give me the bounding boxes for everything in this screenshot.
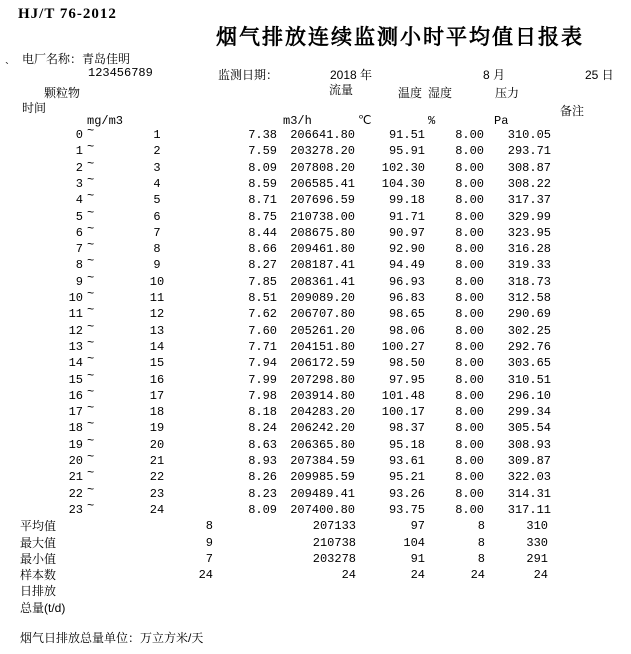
hour-start: 21 xyxy=(68,470,83,485)
hour-start: 18 xyxy=(68,421,83,436)
hour-start: 14 xyxy=(68,356,83,371)
table-row xyxy=(0,401,631,421)
hour-end: 20 xyxy=(149,437,165,452)
temperature-value: 104.30 xyxy=(381,176,425,191)
humidity-value: 8 xyxy=(477,535,485,550)
temperature-value: 96.93 xyxy=(388,274,425,289)
humidity-value: 8.00 xyxy=(455,421,484,436)
temperature-value: 98.37 xyxy=(388,421,425,436)
hour-end: 16 xyxy=(149,372,165,387)
hour-end: 13 xyxy=(149,323,165,338)
flow-value: 208187.41 xyxy=(290,258,355,273)
dust-value: 9 xyxy=(205,535,213,550)
humidity-value: 8.00 xyxy=(455,209,484,224)
table-row xyxy=(0,384,631,405)
stray-mark: ` xyxy=(5,60,9,74)
column-header-remark: 备注 xyxy=(560,104,585,118)
tilde-mark: ~ xyxy=(87,417,95,432)
flow-value: 204283.20 xyxy=(290,405,355,420)
dust-value: 7.99 xyxy=(248,372,277,387)
temperature-value: 91.71 xyxy=(388,209,425,224)
flow-value: 208361.41 xyxy=(290,274,355,289)
hour-end: 24 xyxy=(149,502,165,517)
dust-value: 7 xyxy=(205,551,213,566)
humidity-value: 8 xyxy=(477,519,485,534)
tilde-mark: ~ xyxy=(87,140,95,155)
unit-humidity: % xyxy=(428,114,436,128)
humidity-value: 24 xyxy=(470,568,485,583)
tilde-mark: ~ xyxy=(87,368,95,383)
tilde-mark: ~ xyxy=(87,384,95,399)
hour-end: 6 xyxy=(153,209,161,224)
flow-value: 209461.80 xyxy=(290,242,355,257)
flow-value: 209489.41 xyxy=(290,486,355,501)
temperature-value: 93.26 xyxy=(388,486,425,501)
pressure-value: 310.05 xyxy=(507,128,551,142)
temperature-value: 93.61 xyxy=(388,454,425,468)
tilde-mark: ~ xyxy=(87,466,95,481)
dust-value: 8.75 xyxy=(248,209,277,224)
humidity-value: 8.00 xyxy=(455,372,484,387)
pressure-value: 308.87 xyxy=(507,160,551,175)
pressure-value: 296.10 xyxy=(507,388,551,403)
summary-row xyxy=(0,584,631,600)
tilde-mark: ~ xyxy=(87,205,95,220)
humidity-value: 8.00 xyxy=(455,486,484,501)
tilde-mark: ~ xyxy=(87,352,95,367)
table-row xyxy=(0,335,631,356)
flow-value: 209985.59 xyxy=(290,470,355,485)
dust-value: 8.26 xyxy=(248,470,277,485)
hour-end: 17 xyxy=(149,388,165,403)
table-row xyxy=(0,303,631,323)
dust-value: 8.63 xyxy=(248,437,277,452)
summary-label: 日排放 xyxy=(20,584,57,599)
pressure-value: 302.25 xyxy=(507,323,551,338)
tilde-mark: ~ xyxy=(87,303,95,318)
flow-value: 206641.80 xyxy=(290,128,355,142)
humidity-value: 8.00 xyxy=(455,176,484,191)
hour-start: 4 xyxy=(75,193,83,208)
temperature-value: 94.49 xyxy=(388,258,425,273)
table-row xyxy=(0,172,631,193)
flow-value: 206707.80 xyxy=(290,307,355,322)
hour-end: 11 xyxy=(149,291,165,305)
hour-end: 7 xyxy=(153,225,161,240)
pressure-value: 319.33 xyxy=(507,258,551,273)
unit-flow: m3/h xyxy=(283,114,312,128)
table-row xyxy=(0,352,631,372)
humidity-value: 8.00 xyxy=(455,160,484,175)
summary-row xyxy=(0,519,631,535)
pressure-value: 310 xyxy=(526,519,548,534)
table-row xyxy=(0,238,631,258)
hour-start: 16 xyxy=(68,388,83,403)
footer-note: 烟气日排放总量单位：万立方米/天 xyxy=(20,631,204,645)
hour-start: 17 xyxy=(68,405,83,420)
hour-end: 8 xyxy=(153,242,161,257)
pressure-value: 293.71 xyxy=(507,144,551,159)
table-row xyxy=(0,254,631,274)
hour-end: 2 xyxy=(153,144,161,159)
temperature-value: 95.91 xyxy=(388,144,425,159)
tilde-mark: ~ xyxy=(87,172,95,187)
humidity-value: 8.00 xyxy=(455,405,484,420)
temperature-value: 104 xyxy=(403,535,425,550)
humidity-value: 8.00 xyxy=(455,144,484,159)
table-row xyxy=(0,319,631,340)
tilde-mark: ~ xyxy=(87,221,95,236)
table-row xyxy=(0,482,631,503)
tilde-mark: ~ xyxy=(87,401,95,416)
column-header-humidity: 湿度 xyxy=(428,86,453,100)
tilde-mark: ~ xyxy=(87,498,95,513)
hour-end: 1 xyxy=(153,128,161,142)
hour-start: 10 xyxy=(68,291,83,305)
flow-value: 207298.80 xyxy=(290,372,355,387)
column-header-temperature: 温度 xyxy=(398,86,423,100)
humidity-value: 8.00 xyxy=(455,323,484,338)
table-row xyxy=(0,368,631,389)
dust-value: 8.71 xyxy=(248,193,277,208)
temperature-value: 93.75 xyxy=(388,502,425,517)
column-header-flow: 流量 xyxy=(329,83,354,97)
dust-value: 8.66 xyxy=(248,242,277,257)
plant-name: 电厂名称：青岛佳明 xyxy=(22,52,131,66)
humidity-value: 8.00 xyxy=(455,291,484,305)
temperature-value: 95.18 xyxy=(388,437,425,452)
pressure-value: 310.51 xyxy=(507,372,551,387)
flow-value: 207696.59 xyxy=(290,193,355,208)
dust-value: 8.24 xyxy=(248,421,277,436)
temperature-value: 96.83 xyxy=(388,291,425,305)
date-label: 监测日期： xyxy=(218,68,279,82)
flow-value: 203278 xyxy=(312,551,356,566)
hour-start: 6 xyxy=(75,225,83,240)
pressure-value: 330 xyxy=(526,535,548,550)
temperature-value: 99.18 xyxy=(388,193,425,208)
flow-value: 207808.20 xyxy=(290,160,355,175)
humidity-value: 8.00 xyxy=(455,225,484,240)
flow-value: 203914.80 xyxy=(290,388,355,403)
hour-start: 13 xyxy=(68,339,83,354)
tilde-mark: ~ xyxy=(87,156,95,171)
pressure-value: 317.37 xyxy=(507,193,551,208)
flow-value: 210738.00 xyxy=(290,209,355,224)
humidity-value: 8 xyxy=(477,551,485,566)
summary-row xyxy=(0,552,631,568)
pressure-value: 24 xyxy=(533,568,548,583)
pressure-value: 318.73 xyxy=(507,274,551,289)
date-month: 8 月 xyxy=(483,68,506,82)
pressure-value: 314.31 xyxy=(507,486,551,501)
unit-dust: mg/m3 xyxy=(87,114,124,128)
humidity-value: 8.00 xyxy=(455,274,484,289)
tilde-mark: ~ xyxy=(87,238,95,253)
date-day: 25 日 xyxy=(585,68,614,82)
flow-value: 205261.20 xyxy=(290,323,355,338)
dust-value: 24 xyxy=(198,568,213,583)
hour-end: 18 xyxy=(149,405,165,420)
temperature-value: 100.17 xyxy=(381,405,425,420)
summary-label: 最小值 xyxy=(20,551,57,566)
dust-value: 8.09 xyxy=(248,160,277,175)
hour-start: 11 xyxy=(68,307,83,322)
column-header-pressure: 压力 xyxy=(495,86,520,100)
tilde-mark: ~ xyxy=(87,270,95,285)
temperature-value: 90.97 xyxy=(388,225,425,240)
humidity-value: 8.00 xyxy=(455,193,484,208)
tilde-mark: ~ xyxy=(87,319,95,334)
dust-value: 8.09 xyxy=(248,502,277,517)
hour-end: 21 xyxy=(149,454,165,468)
hour-end: 22 xyxy=(149,470,165,485)
hour-start: 7 xyxy=(75,242,83,257)
dust-value: 7.38 xyxy=(248,128,277,142)
dust-value: 8.18 xyxy=(248,405,277,420)
tilde-mark: ~ xyxy=(87,450,95,464)
report-title: 烟气排放连续监测小时平均值日报表 xyxy=(216,26,584,49)
dust-value: 7.60 xyxy=(248,323,277,338)
table-row xyxy=(0,189,631,209)
hour-start: 22 xyxy=(68,486,83,501)
pressure-value: 329.99 xyxy=(507,209,551,224)
hour-end: 23 xyxy=(149,486,165,501)
humidity-value: 8.00 xyxy=(455,454,484,468)
temperature-value: 97.95 xyxy=(388,372,425,387)
tilde-mark: ~ xyxy=(87,433,95,448)
tilde-mark: ~ xyxy=(87,335,95,350)
pressure-value: 290.69 xyxy=(507,307,551,322)
flow-value: 203278.20 xyxy=(290,144,355,159)
dust-value: 7.85 xyxy=(248,274,277,289)
table-row xyxy=(0,124,631,144)
hour-start: 20 xyxy=(68,454,83,468)
flow-value: 208675.80 xyxy=(290,225,355,240)
date-year: 2018 年 xyxy=(330,68,373,82)
table-row xyxy=(0,498,631,519)
flow-value: 206585.41 xyxy=(290,176,355,191)
pressure-value: 292.76 xyxy=(507,339,551,354)
hour-start: 19 xyxy=(68,437,83,452)
table-row xyxy=(0,450,631,470)
pressure-value: 308.93 xyxy=(507,437,551,452)
temperature-value: 24 xyxy=(410,568,425,583)
pressure-value: 308.22 xyxy=(507,176,551,191)
humidity-value: 8.00 xyxy=(455,242,484,257)
dust-value: 8.93 xyxy=(248,454,277,468)
humidity-value: 8.00 xyxy=(455,437,484,452)
temperature-value: 91.51 xyxy=(388,128,425,142)
dust-value: 7.62 xyxy=(248,307,277,322)
table-row xyxy=(0,205,631,226)
temperature-value: 91 xyxy=(410,551,425,566)
humidity-value: 8.00 xyxy=(455,388,484,403)
tilde-mark: ~ xyxy=(87,254,95,269)
table-row xyxy=(0,270,631,291)
hour-end: 3 xyxy=(153,160,161,175)
pressure-value: 303.65 xyxy=(507,356,551,371)
hour-start: 12 xyxy=(68,323,83,338)
flow-value: 209089.20 xyxy=(290,291,355,305)
temperature-value: 95.21 xyxy=(388,470,425,485)
summary-label: 平均值 xyxy=(20,519,57,534)
flow-value: 206365.80 xyxy=(290,437,355,452)
temperature-value: 92.90 xyxy=(388,242,425,257)
dust-value: 8 xyxy=(205,519,213,534)
hour-end: 4 xyxy=(153,176,161,191)
humidity-value: 8.00 xyxy=(455,307,484,322)
table-row xyxy=(0,287,631,307)
flow-value: 207133 xyxy=(312,519,356,534)
hour-start: 5 xyxy=(75,209,83,224)
dust-value: 8.27 xyxy=(248,258,277,273)
tilde-mark: ~ xyxy=(87,124,95,138)
hour-start: 3 xyxy=(75,176,83,191)
temperature-value: 98.65 xyxy=(388,307,425,322)
flow-value: 207384.59 xyxy=(290,454,355,468)
pressure-value: 312.58 xyxy=(507,291,551,305)
humidity-value: 8.00 xyxy=(455,128,484,142)
temperature-value: 98.06 xyxy=(388,323,425,338)
pressure-value: 323.95 xyxy=(507,225,551,240)
table-row xyxy=(0,466,631,486)
temperature-value: 101.48 xyxy=(381,388,425,403)
column-header-time: 时间 xyxy=(22,101,47,115)
pressure-value: 291 xyxy=(526,551,548,566)
flow-value: 206242.20 xyxy=(290,421,355,436)
hour-end: 14 xyxy=(149,339,165,354)
dust-value: 8.51 xyxy=(248,291,277,305)
hour-end: 10 xyxy=(149,274,165,289)
hour-start: 0 xyxy=(75,128,83,142)
hour-start: 1 xyxy=(75,144,83,159)
column-header-dust: 颗粒物 xyxy=(44,86,81,100)
temperature-value: 98.50 xyxy=(388,356,425,371)
humidity-value: 8.00 xyxy=(455,258,484,273)
temperature-value: 97 xyxy=(410,519,425,534)
temperature-value: 100.27 xyxy=(381,339,425,354)
summary-row xyxy=(0,568,631,584)
hour-end: 5 xyxy=(153,193,161,208)
pressure-value: 299.34 xyxy=(507,405,551,420)
summary-label: 最大值 xyxy=(20,535,57,550)
hour-end: 12 xyxy=(149,307,165,322)
humidity-value: 8.00 xyxy=(455,356,484,371)
hour-end: 15 xyxy=(149,356,165,371)
humidity-value: 8.00 xyxy=(455,502,484,517)
summary-label: 样本数 xyxy=(20,568,57,583)
pressure-value: 309.87 xyxy=(507,454,551,468)
tilde-mark: ~ xyxy=(87,482,95,497)
dust-value: 7.71 xyxy=(248,339,277,354)
dust-value: 7.94 xyxy=(248,356,277,371)
table-row xyxy=(0,140,631,160)
tilde-mark: ~ xyxy=(87,287,95,301)
hour-start: 15 xyxy=(68,372,83,387)
hour-start: 2 xyxy=(75,160,83,175)
standard-code: HJ/T 76-2012 xyxy=(18,6,117,22)
dust-value: 8.59 xyxy=(248,176,277,191)
summary-label: 总量(t/d) xyxy=(20,600,66,615)
pressure-value: 322.03 xyxy=(507,470,551,485)
pressure-value: 317.11 xyxy=(507,502,551,517)
dust-value: 7.98 xyxy=(248,388,277,403)
hour-start: 9 xyxy=(75,274,83,289)
humidity-value: 8.00 xyxy=(455,339,484,354)
temperature-value: 102.30 xyxy=(381,160,425,175)
unit-temperature: ℃ xyxy=(358,113,372,127)
tilde-mark: ~ xyxy=(87,189,95,204)
hour-start: 8 xyxy=(75,258,83,273)
flow-value: 207400.80 xyxy=(290,502,355,517)
hour-end: 9 xyxy=(153,258,161,273)
table-row xyxy=(0,156,631,177)
dust-value: 7.59 xyxy=(248,144,277,159)
pressure-value: 305.54 xyxy=(507,421,551,436)
summary-row xyxy=(0,601,631,617)
pressure-value: 316.28 xyxy=(507,242,551,257)
summary-row xyxy=(0,536,631,552)
plant-code: 123456789 xyxy=(88,66,153,80)
table-row xyxy=(0,433,631,454)
flow-value: 204151.80 xyxy=(290,339,355,354)
unit-pressure: Pa xyxy=(494,114,509,128)
hour-start: 23 xyxy=(68,502,83,517)
flow-value: 206172.59 xyxy=(290,356,355,371)
table-row xyxy=(0,417,631,437)
dust-value: 8.44 xyxy=(248,225,277,240)
flow-value: 24 xyxy=(341,568,356,583)
humidity-value: 8.00 xyxy=(455,470,484,485)
table-row xyxy=(0,221,631,242)
dust-value: 8.23 xyxy=(248,486,277,501)
flow-value: 210738 xyxy=(312,535,356,550)
hour-end: 19 xyxy=(149,421,165,436)
